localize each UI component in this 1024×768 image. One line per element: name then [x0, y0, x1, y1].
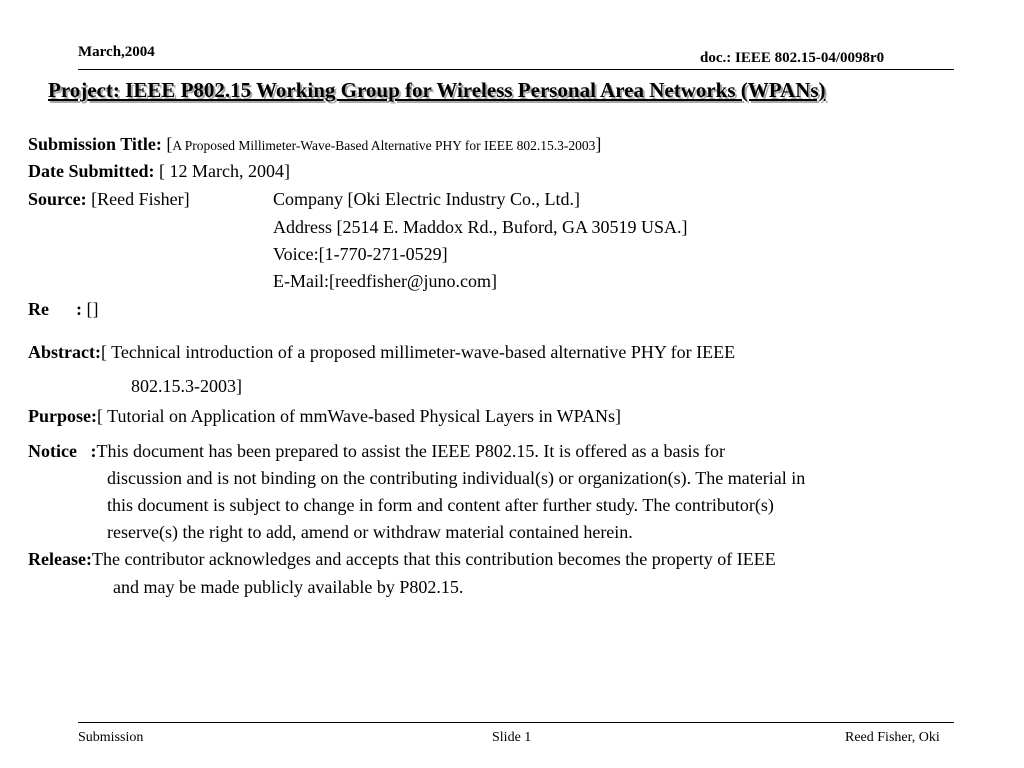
- purpose-value: [ Tutorial on Application of mmWave-based Physical Layers in WPANs]: [97, 406, 621, 426]
- notice-line-3: this document is subject to change in form and content after further study. The contributor(s): [107, 495, 774, 515]
- submission-title-label: Submission Title:: [28, 134, 162, 154]
- source-company: Company [Oki Electric Industry Co., Ltd.]: [273, 189, 580, 209]
- header-divider: [78, 69, 954, 70]
- submission-title-open-bracket: [: [161, 134, 173, 154]
- notice-line-4: reserve(s) the right to add, amend or withdraw material contained herein.: [107, 522, 633, 542]
- submission-title-value: A Proposed Millimeter-Wave-Based Alternative PHY for IEEE 802.15.3-2003: [172, 138, 596, 153]
- source-voice: Voice:[1-770-271-0529]: [273, 244, 448, 264]
- abstract-line-2: 802.15.3-2003]: [131, 376, 242, 396]
- footer-divider: [78, 722, 954, 723]
- header-date: March,2004: [78, 44, 155, 60]
- source-row: [28, 189, 190, 210]
- footer-submission: Submission: [78, 730, 144, 745]
- source-name: [Reed Fisher]: [86, 189, 190, 209]
- re-value: []: [81, 299, 99, 319]
- submission-title-row: [28, 134, 601, 155]
- date-submitted-label: Date Submitted:: [28, 161, 155, 181]
- source-email: E-Mail:[reedfisher@juno.com]: [273, 271, 497, 291]
- purpose-label: Purpose:: [28, 406, 97, 426]
- source-label: Source:: [28, 189, 87, 209]
- purpose-row: [28, 406, 621, 427]
- project-title: Project: IEEE P802.15 Working Group for Wireless Personal Area Networks (WPANs): [48, 78, 826, 102]
- date-submitted-row: [28, 161, 290, 182]
- date-submitted-value: [ 12 March, 2004]: [154, 161, 290, 181]
- source-address: Address [2514 E. Maddox Rd., Buford, GA 30519 USA.]: [273, 217, 688, 237]
- footer-slide-number: Slide 1: [492, 730, 532, 745]
- re-row: [28, 299, 98, 320]
- footer-author: Reed Fisher, Oki: [845, 730, 940, 745]
- abstract-row: [28, 342, 735, 363]
- release-line-2: and may be made publicly available by P802.15.: [113, 577, 464, 597]
- abstract-line-1: [ Technical introduction of a proposed millimeter-wave-based alternative PHY for IEEE: [100, 342, 736, 362]
- notice-line-1: This document has been prepared to assist the IEEE P802.15. It is offered as a basis for: [96, 441, 725, 461]
- notice-label: Notice :: [28, 441, 97, 461]
- abstract-label: Abstract:: [28, 342, 101, 362]
- release-line-1: The contributor acknowledges and accepts that this contribution becomes the property of IEEE: [91, 549, 776, 569]
- re-label: Re :: [28, 299, 82, 319]
- notice-row: [28, 441, 725, 462]
- notice-line-2: discussion and is not binding on the contributing individual(s) or organization(s). The material in: [107, 468, 806, 488]
- release-label: Release:: [28, 549, 92, 569]
- submission-title-close-bracket: ]: [595, 134, 602, 154]
- release-row: [28, 549, 776, 570]
- header-doc-id: doc.: IEEE 802.15-04/0098r0: [700, 50, 885, 66]
